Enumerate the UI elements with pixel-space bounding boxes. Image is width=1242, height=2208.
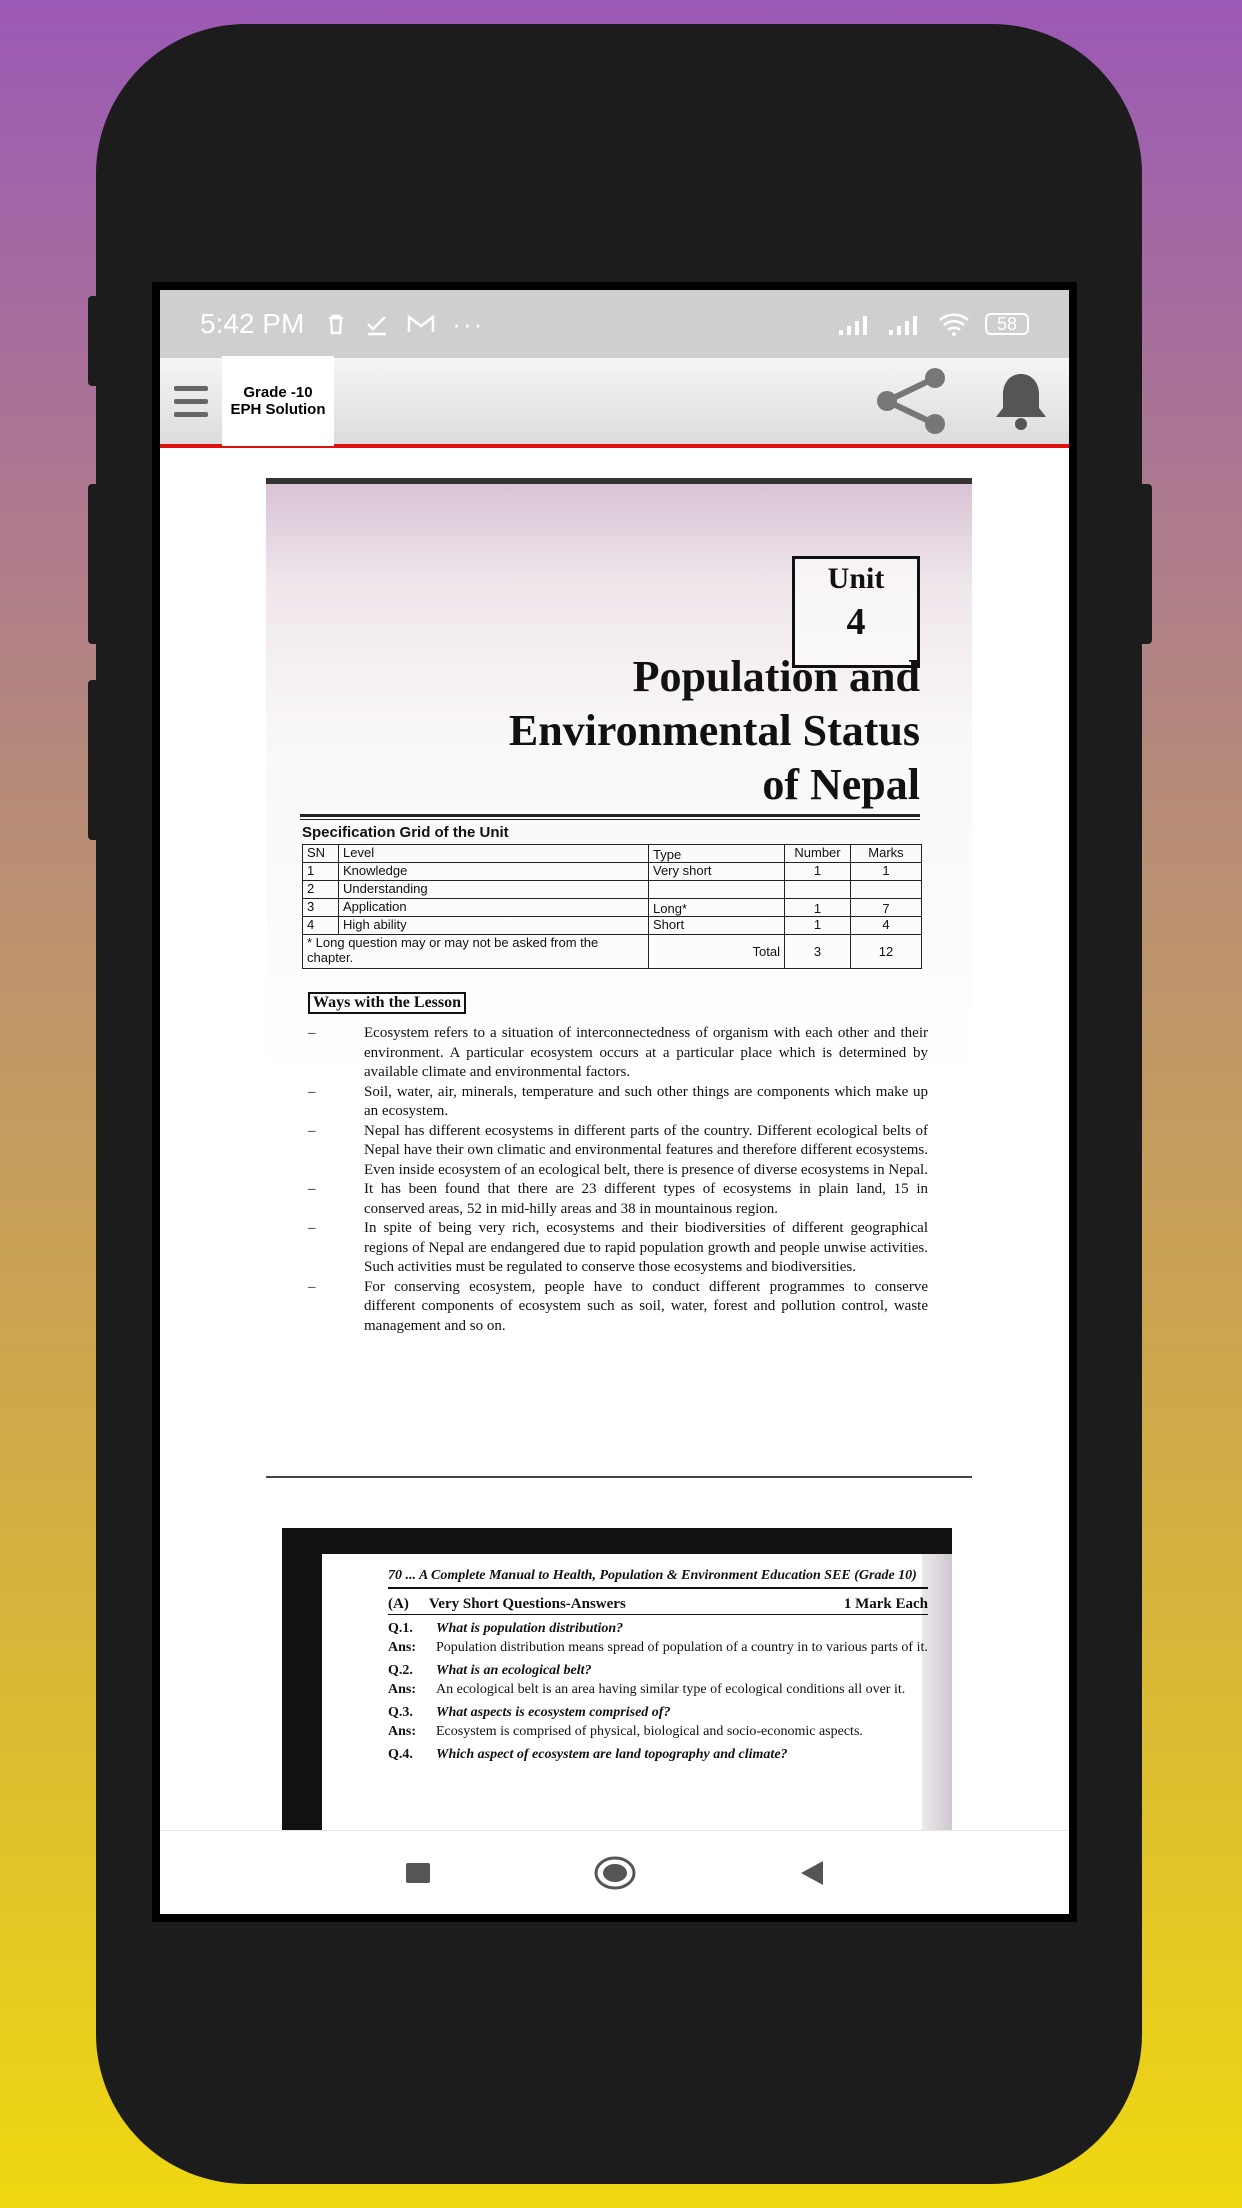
- answer-label: Ans:: [388, 1682, 417, 1697]
- section-marks: 1 Mark Each: [843, 1596, 928, 1612]
- table-cell: Marks: [851, 845, 922, 863]
- table-footnote: * Long question may or may not be asked from the chapter.: [303, 935, 649, 969]
- question-label: Q.2.: [388, 1663, 413, 1678]
- question-label: Q.4.: [388, 1747, 413, 1762]
- hamburger-menu-icon[interactable]: [174, 386, 208, 417]
- question-row: [388, 1745, 928, 1764]
- bullet-text: In spite of being very rich, ecosystems and their biodiversities of different geographical regions of Nepal are endangered due to rapid population growth and people unwise activities. Such activities must be regulated to conserve those ecosystems and biodiversities.: [364, 1220, 928, 1275]
- status-time: 5:42 PM: [200, 308, 305, 339]
- table-cell: Total: [649, 935, 785, 969]
- wifi-icon: [937, 311, 971, 337]
- answer-text: Ecosystem is comprised of physical, biological and socio-economic aspects.: [436, 1724, 863, 1739]
- table-cell: [851, 881, 922, 899]
- page2-running-header: 70 ... A Complete Manual to Health, Population & Environment Education SEE (Grade 10): [388, 1566, 928, 1589]
- answer-row: [388, 1638, 928, 1657]
- table-cell: 3: [303, 899, 339, 917]
- answer-label: Ans:: [388, 1640, 417, 1655]
- table-cell: 1: [303, 863, 339, 881]
- table-cell: 4: [851, 917, 922, 935]
- table-cell: 1: [785, 917, 851, 935]
- table-row: [303, 863, 922, 881]
- document-viewer[interactable]: [160, 452, 1069, 1830]
- chapter-title-line: of Nepal: [762, 760, 920, 809]
- phone-screen: [152, 282, 1077, 1922]
- status-bar: [160, 290, 1069, 358]
- unit-label: Unit: [827, 562, 885, 595]
- answer-row: [388, 1722, 928, 1741]
- page-shadow: [282, 1554, 322, 1830]
- battery-indicator: [985, 313, 1029, 335]
- answer-text: Population distribution means spread of population of a country in to various parts of it.: [436, 1640, 928, 1655]
- share-icon[interactable]: [871, 366, 951, 436]
- list-item: – In spite of being very rich, ecosystems and their biodiversities of different geographical regions of Nepal are endangered due to rapid population growth and people unwise activities. Such activities must be regulated to conserve those ecosystems and biodiversities.: [308, 1219, 928, 1278]
- table-row: [303, 917, 922, 935]
- chapter-title: [509, 650, 920, 812]
- title-divider: [300, 814, 920, 820]
- table-row: [303, 881, 922, 899]
- app-title: [222, 356, 334, 446]
- gmail-icon: [406, 312, 436, 336]
- table-cell: SN: [303, 845, 339, 863]
- bullet-text: Ecosystem refers to a situation of interconnectedness of organism with each other and their environment. A particular ecosystem occurs at a particular place which is determined by available climate and environmental factors.: [364, 1025, 928, 1080]
- table-row: [303, 935, 922, 969]
- unit-number: 4: [846, 601, 866, 643]
- table-cell: 1: [785, 899, 851, 917]
- question-row: [388, 1661, 928, 1680]
- table-cell: Type: [649, 845, 785, 863]
- section-title: Very Short Questions-Answers: [428, 1596, 626, 1612]
- question-text: What aspects is ecosystem comprised of?: [436, 1705, 671, 1720]
- section-heading: [388, 1595, 928, 1615]
- table-cell: Number: [785, 845, 851, 863]
- android-nav-bar: [160, 1830, 1069, 1914]
- spec-grid-title: Specification Grid of the Unit: [302, 824, 509, 841]
- list-item: – For conserving ecosystem, people have to conduct different programmes to conserve different components of ecosystem such as soil, water, forest and pollution control, waste management and so on.: [308, 1278, 928, 1337]
- chapter-title-line: Population and: [632, 652, 920, 701]
- table-cell: 1: [851, 863, 922, 881]
- table-cell: Very short: [649, 863, 785, 881]
- table-cell: 1: [785, 863, 851, 881]
- app-bar: [160, 358, 1069, 448]
- lesson-bullets: [308, 1024, 928, 1336]
- table-row: [303, 845, 922, 863]
- back-icon[interactable]: [797, 1858, 827, 1888]
- trash-icon: [324, 312, 348, 336]
- bullet-text: It has been found that there are 23 different types of ecosystems in plain land, 15 in conserved areas, 52 in mid-hilly areas and 38 in mountainous region.: [364, 1181, 928, 1217]
- question-text: What is an ecological belt?: [436, 1663, 592, 1678]
- recents-icon[interactable]: [403, 1858, 433, 1888]
- table-cell: [785, 881, 851, 899]
- table-cell: 3: [785, 935, 851, 969]
- table-cell: 7: [851, 899, 922, 917]
- question-label: Q.3.: [388, 1705, 413, 1720]
- chapter-title-line: Environmental Status: [508, 706, 920, 755]
- question-row: [388, 1619, 928, 1638]
- list-item: – Nepal has different ecosystems in different parts of the country. Different ecological belts of Nepal have their own climatic and environmental features and therefore different ecosystems. Even inside ecosystem of an ecological belt, there is presence of diverse ecosystems in Nepal.: [308, 1122, 928, 1181]
- table-cell: Knowledge: [339, 863, 649, 881]
- list-item: – Soil, water, air, minerals, temperature and such other things are components which make up an ecosystem.: [308, 1083, 928, 1122]
- table-cell: High ability: [339, 917, 649, 935]
- section-letter: (A): [388, 1596, 409, 1612]
- answer-label: Ans:: [388, 1724, 417, 1739]
- app-title-line2: EPH Solution: [230, 401, 326, 418]
- table-row: [303, 899, 922, 917]
- page2-content: [388, 1566, 928, 1764]
- spec-grid-table: [302, 844, 922, 969]
- scanned-page-2: [282, 1528, 952, 1830]
- notification-bell-icon[interactable]: [989, 370, 1053, 432]
- list-item: – Ecosystem refers to a situation of interconnectedness of organism with each other and their environment. A particular ecosystem occurs at a particular place which is determined by available climate and environmental factors.: [308, 1024, 928, 1083]
- bullet-text: For conserving ecosystem, people have to conduct different programmes to conserve different components of ecosystem such as soil, water, forest and pollution control, waste management and so on.: [364, 1278, 928, 1334]
- more-notifications-icon: ···: [452, 308, 485, 339]
- scanned-page-1: [266, 478, 972, 1478]
- question-label: Q.1.: [388, 1621, 413, 1636]
- table-cell: [649, 881, 785, 899]
- answer-text: An ecological belt is an area having similar type of ecological conditions all over it.: [436, 1682, 906, 1697]
- table-cell: 12: [851, 935, 922, 969]
- table-cell: Long*: [649, 899, 785, 917]
- table-cell: Level: [339, 845, 649, 863]
- app-title-line1: Grade -10: [243, 384, 313, 401]
- question-text: Which aspect of ecosystem are land topography and climate?: [436, 1747, 788, 1762]
- table-cell: 2: [303, 881, 339, 899]
- signal-icon-2: [887, 312, 923, 336]
- battery-level: 58: [996, 313, 1017, 334]
- download-done-icon: [364, 312, 390, 336]
- table-cell: Understanding: [339, 881, 649, 899]
- home-icon[interactable]: [593, 1855, 637, 1891]
- table-cell: Short: [649, 917, 785, 935]
- question-row: [388, 1703, 928, 1722]
- answer-row: [388, 1680, 928, 1699]
- ways-with-lesson-heading: Ways with the Lesson: [308, 992, 466, 1014]
- bullet-text: Nepal has different ecosystems in different parts of the country. Different ecological belts of Nepal have their own climatic and environmental features and therefore different ecosystems. Even inside ecosystem of an ecological belt, there is presence of diverse ecosystems in Nepal.: [364, 1122, 928, 1178]
- table-cell: Application: [339, 899, 649, 917]
- table-cell: 4: [303, 917, 339, 935]
- list-item: – It has been found that there are 23 different types of ecosystems in plain land, 15 in conserved areas, 52 in mid-hilly areas and 38 in mountainous region.: [308, 1180, 928, 1219]
- question-text: What is population distribution?: [436, 1621, 624, 1636]
- bullet-text: Soil, water, air, minerals, temperature and such other things are components which make up an ecosystem.: [364, 1083, 928, 1119]
- signal-icon-1: [837, 312, 873, 336]
